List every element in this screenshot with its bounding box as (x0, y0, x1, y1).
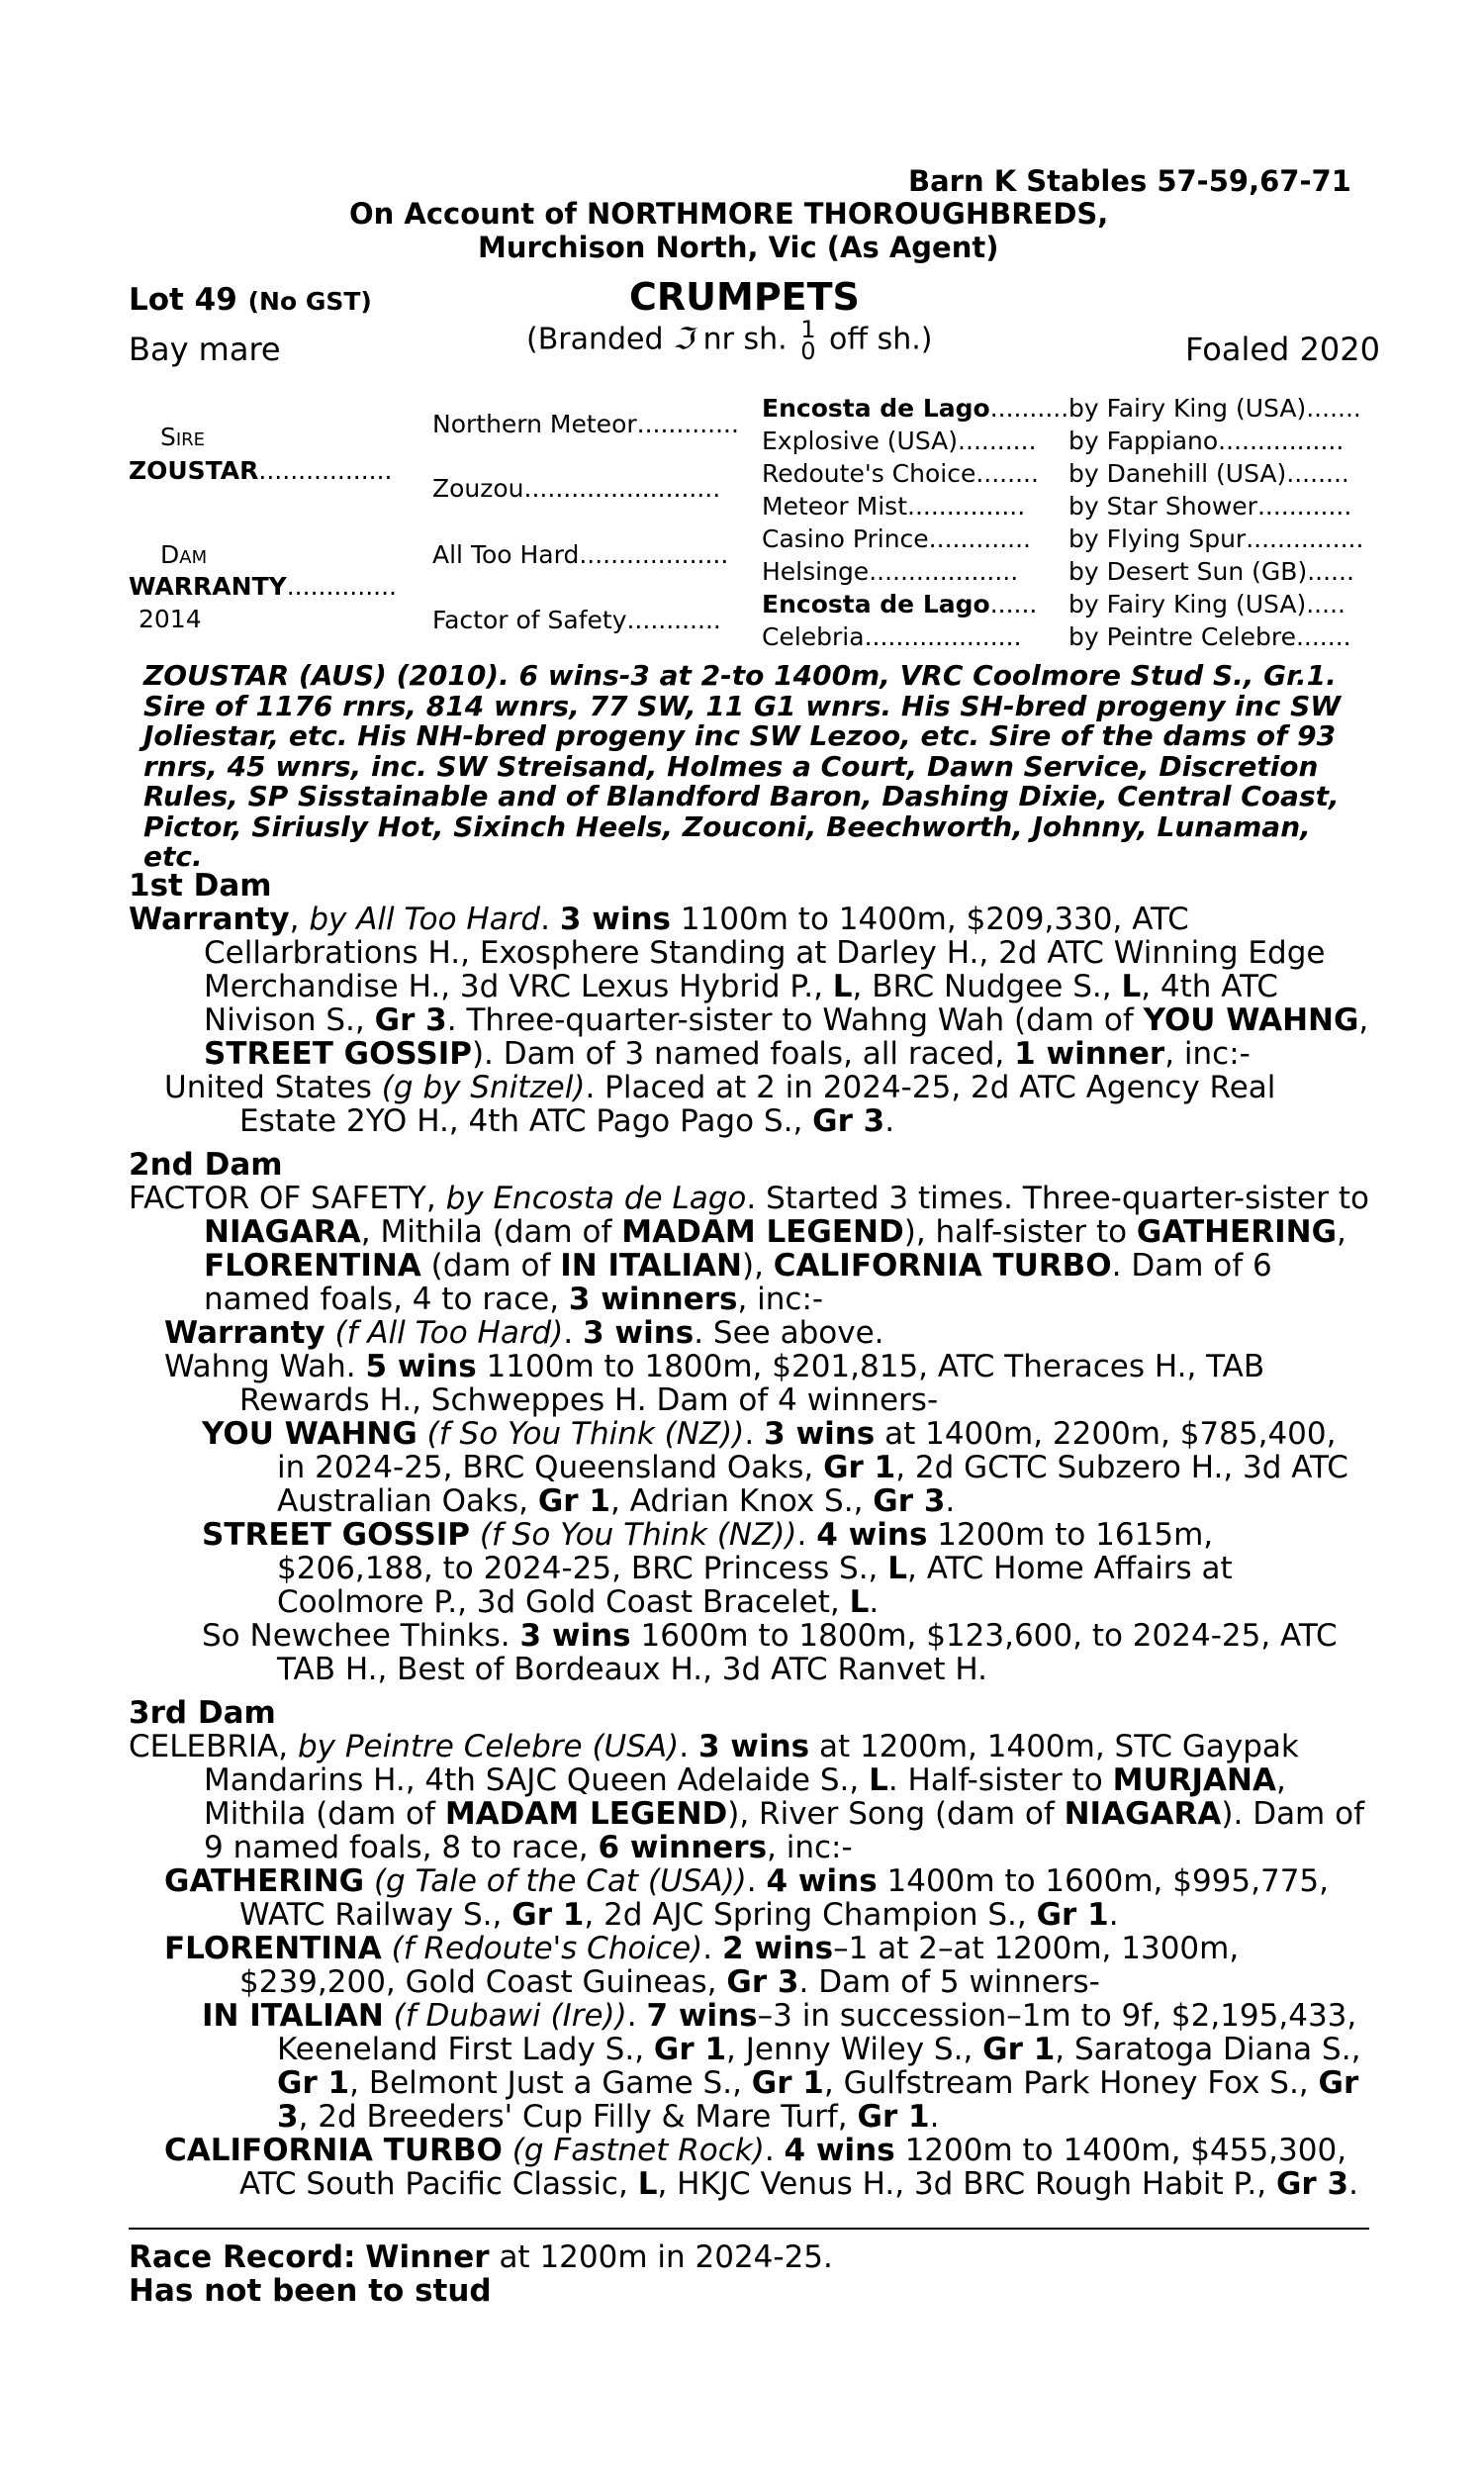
second-dam-you-wahng: YOU WAHNG (f So You Think (NZ)). 3 wins at 1400m, 2200m, $785,400, in 2024-25, BRC Queensland Oaks, Gr 1, 2d GCTC Subzero H., 3d ATC Australian Oaks, Gr 1, Adrian Knox S., Gr 3. (202, 1416, 1348, 1519)
race-record: Race Record: Winner at 1200m in 2024-25. (129, 2239, 833, 2275)
horse-name: CRUMPETS (629, 275, 860, 319)
ggp-6: Helsinge................... (762, 557, 1019, 586)
sire-name: ZOUSTAR................. (129, 456, 393, 485)
brand-fraction (800, 316, 816, 365)
lot-number (129, 282, 372, 318)
grandparent-1: Northern Meteor............. (432, 410, 739, 438)
third-dam-in-italian: IN ITALIAN (f Dubawi (Ire)). 7 wins–3 in succession–1m to 9f, $2,195,433, Keeneland First Lady S., Gr 1, Jenny Wiley S., Gr 1, Saratoga Diana S., Gr 1, Belmont Just a Game S., Gr 1, Gulfstream Park Honey Fox S., Gr 3, 2d Breeders' Cup Filly & Mare Turf, Gr 1. (202, 1998, 1361, 2135)
ggp-3: Redoute's Choice........ (762, 459, 1039, 488)
lot-label: Lot 49 (129, 282, 237, 318)
barn-stables: Barn K Stables 57-59,67-71 (908, 164, 1351, 198)
second-dam-wahng-wah: Wahng Wah. 5 wins 1100m to 1800m, $201,815, ATC Theraces H., TAB Rewards H., Schweppes H. Dam of 4 winners- (164, 1349, 1265, 1418)
ggp-5: Casino Prince............. (762, 524, 1031, 553)
foaled: Foaled 2020 (1185, 331, 1380, 368)
third-dam-celebria: CELEBRIA, by Peintre Celebre (USA). 3 wins at 1200m, 1400m, STC Gaypak Mandarins H., 4th SAJC Queen Adelaide S., L. Half-sister to MURJANA, Mithila (dam of MADAM LEGEND), River Song (dam of NIAGARA). Dam of 9 named foals, 8 to race, 6 winners, inc:- (129, 1729, 1364, 1865)
ggp-8: Celebria.................... (762, 622, 1022, 651)
brand-den: 0 (800, 337, 816, 365)
footer-divider (129, 2228, 1369, 2230)
ggp-2-by: by Fappiano................ (1068, 427, 1345, 455)
second-dam-factor: FACTOR OF SAFETY, by Encosta de Lago. Started 3 times. Three-quarter-sister to NIAGARA, Mithila (dam of MADAM LEGEND), half-sister to GATHERING, FLORENTINA (dam of IN ITALIAN), CALIFORNIA TURBO. Dam of 6 named foals, 4 to race, 3 winners, inc:- (129, 1181, 1369, 1317)
sire-notes: ZOUSTAR (AUS) (2010). 6 wins-3 at 2-to 1400m, VRC Coolmore Stud S., Gr.1. Sire of 1176 rnrs, 814 wnrs, 77 SW, 11 G1 wnrs. His SH-bred progeny inc SW Joliestar, etc. His NH-bred progeny inc SW Lezoo, etc. Sire of the dams of 93 rnrs, 45 wnrs, inc. SW Streisand, Holmes a Court, Dawn Service, Discretion Rules, SP Sisstainable and of Blandford Baron, Dashing Dixie, Central Coast, Pictor, Siriusly Hot, Sixinch Heels, Zouconi, Beechworth, Johnny, Lunaman, etc. (143, 659, 1342, 873)
third-dam-gathering: GATHERING (g Tale of the Cat (USA)). 4 wins 1400m to 1600m, $995,775, WATC Railway S., Gr 1, 2d AJC Spring Champion S., Gr 1. (164, 1863, 1330, 1933)
first-dam-united-states: United States (g by Snitzel). Placed at 2 in 2024-25, 2d ATC Agency Real Estate 2YO H., 4th ATC Pago Pago S., Gr 3. (164, 1070, 1276, 1139)
gst-note: (No GST) (247, 287, 372, 316)
ggp-8-by: by Peintre Celebre....... (1068, 622, 1351, 651)
ggp-3-by: by Danehill (USA)........ (1068, 459, 1349, 488)
third-dam-florentina: FLORENTINA (f Redoute's Choice). 2 wins–1 at 2–at 1200m, 1300m, $239,200, Gold Coast Guineas, Gr 3. Dam of 5 winners- (164, 1931, 1240, 2000)
sire-label: Sire (160, 423, 206, 451)
ggp-6-by: by Desert Sun (GB)...... (1068, 557, 1354, 586)
third-dam-heading: 3rd Dam (129, 1695, 276, 1731)
first-dam-warranty: Warranty, by All Too Hard. 3 wins 1100m to 1400m, $209,330, ATC Cellarbrations H., Exosphere Standing at Darley H., 2d ATC Winning Edge Merchandise H., 3d VRC Lexus Hybrid P., L, BRC Nudgee S., L, 4th ATC Nivison S., Gr 3. Three-quarter-sister to Wahng Wah (dam of YOU WAHNG, STREET GOSSIP). Dam of 3 named foals, all raced, 1 winner, inc:- (129, 902, 1369, 1072)
brand-num: 1 (800, 316, 816, 343)
ggp-4-by: by Star Shower............ (1068, 492, 1352, 521)
dam-name: WARRANTY.............. (129, 572, 397, 601)
second-dam-so-newchee: So Newchee Thinks. 3 wins 1600m to 1800m, $123,600, to 2024-25, ATC TAB H., Best of Bordeaux H., 3d ATC Ranvet H. (202, 1618, 1338, 1687)
grandparent-3: All Too Hard................... (432, 540, 729, 569)
third-dam-california-turbo: CALIFORNIA TURBO (g Fastnet Rock). 4 wins 1200m to 1400m, $455,300, ATC South Pacific Classic, L, HKJC Venus H., 3d BRC Rough Habit P., Gr 3. (164, 2133, 1358, 2202)
ggp-2: Explosive (USA).......... (762, 427, 1037, 455)
brand-off: off sh.) (829, 322, 933, 357)
horse-description: Bay mare (129, 331, 281, 368)
ggp-5-by: by Flying Spur............... (1068, 524, 1364, 553)
ggp-7-by: by Fairy King (USA)..... (1068, 590, 1345, 618)
ggp-1: Encosta de Lago.......... (762, 394, 1069, 423)
ggp-1-by: by Fairy King (USA)....... (1068, 394, 1361, 423)
stud-status: Has not been to stud (129, 2273, 492, 2309)
first-dam-heading: 1st Dam (129, 868, 272, 904)
ggp-7: Encosta de Lago...... (762, 590, 1038, 618)
ggp-4: Meteor Mist............... (762, 492, 1026, 521)
dam-year: 2014 (139, 605, 202, 633)
dam-lines (129, 861, 1369, 2201)
second-dam-heading: 2nd Dam (129, 1147, 283, 1183)
grandparent-2: Zouzou......................... (432, 474, 721, 503)
brand-near: nr sh. (702, 322, 788, 357)
second-dam-street-gossip: STREET GOSSIP (f So You Think (NZ)). 4 wins 1200m to 1615m, $206,188, to 2024-25, BRC Princess S., L, ATC Home Affairs at Coolmore P., 3d Gold Coast Bracelet, L. (202, 1517, 1233, 1620)
brand-prefix: (Branded (526, 322, 664, 357)
account-line-1: On Account of NORTHMORE THOROUGHBREDS, (349, 197, 1109, 231)
dam-label: Dam (160, 540, 208, 569)
brand-note (526, 316, 933, 365)
brand-glyph-icon: ℑ (673, 322, 695, 357)
second-dam-warranty: Warranty (f All Too Hard). 3 wins. See above. (164, 1315, 884, 1351)
grandparent-4: Factor of Safety............ (432, 606, 721, 634)
account-line-2: Murchison North, Vic (As Agent) (478, 231, 999, 264)
